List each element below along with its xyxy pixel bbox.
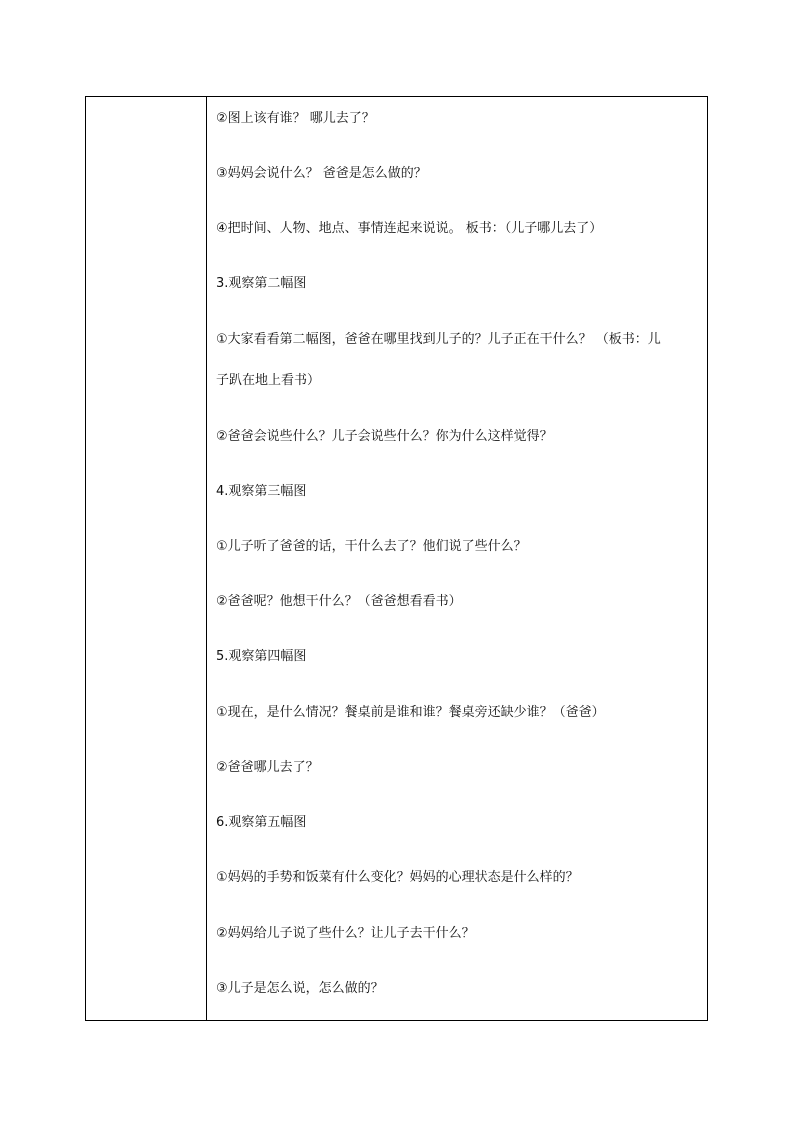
question-line: ①现在，是什么情况？餐桌前是谁和谁？餐桌旁还缺少谁？（爸爸）	[216, 705, 605, 720]
question-line: ③妈妈会说什么？ 爸爸是怎么做的？	[216, 166, 427, 181]
question-line: ③儿子是怎么说，怎么做的？	[216, 981, 384, 996]
question-line: ②妈妈给儿子说了些什么？让儿子去干什么？	[216, 926, 475, 941]
section-heading: 3.观察第二幅图	[216, 276, 307, 291]
question-line: ④把时间、人物、地点、事情连起来说说。 板书：（儿子哪儿去了）	[216, 221, 603, 236]
question-line: ①儿子听了爸爸的话，干什么去了？他们说了些什么？	[216, 539, 527, 554]
question-line: ②爸爸呢？他想干什么？（爸爸想看看书）	[216, 594, 462, 609]
section-heading: 4.观察第三幅图	[216, 484, 307, 499]
question-line: ①妈妈的手势和饭菜有什么变化？妈妈的心理状态是什么样的？	[216, 870, 579, 885]
section-heading: 5.观察第四幅图	[216, 649, 307, 664]
question-line: ①大家看看第二幅图，爸爸在哪里找到儿子的？儿子正在干什么？ （板书：儿	[216, 332, 661, 347]
left-column-cell	[86, 97, 207, 1020]
question-line: ②图上该有谁？ 哪儿去了？	[216, 111, 375, 126]
right-column-cell	[207, 97, 707, 1020]
question-line-continued: 子趴在地上看书）	[216, 373, 321, 388]
question-line: ②爸爸哪儿去了？	[216, 760, 319, 775]
lesson-table	[85, 96, 708, 1021]
section-heading: 6.观察第五幅图	[216, 815, 307, 830]
question-line: ②爸爸会说些什么？儿子会说些什么？你为什么这样觉得？	[216, 429, 553, 444]
